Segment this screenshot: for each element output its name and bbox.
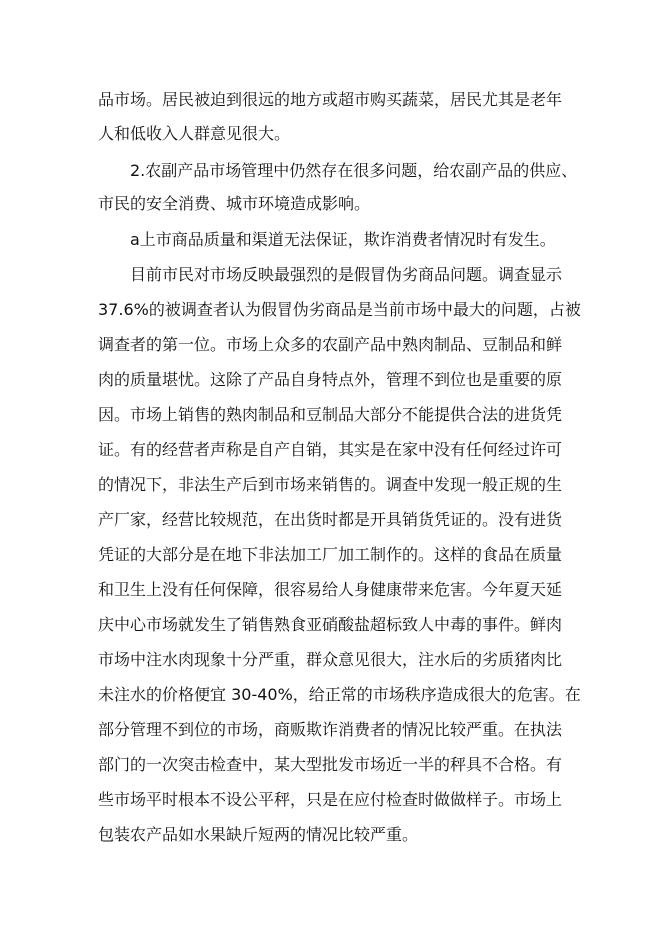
text-line: 部分管理不到位的市场，商贩欺诈消费者的情况比较严重。在执法	[98, 720, 563, 739]
text-line: 凭证的大部分是在地下非法加工厂加工制作的。这样的食品在质量	[98, 545, 563, 564]
text-line: 人和低收入人群意见很大。	[98, 124, 291, 143]
text-line: 市民的安全消费、城市环境造成影响。	[98, 194, 371, 213]
text-line: 部门的一次突击检查中，某大型批发市场近一半的秤具不合格。有	[98, 755, 563, 774]
text-line: 庆中心市场就发生了销售熟食亚硝酸盐超标致人中毒的事件。鲜肉	[98, 615, 563, 634]
text-line: 些市场平时根本不设公平秤，只是在应付检查时做做样子。市场上	[98, 790, 563, 809]
text-line: 的情况下，非法生产后到市场来销售的。调查中发现一般正规的生	[98, 475, 563, 494]
text-line: 品市场。居民被迫到很远的地方或超市购买蔬菜，居民尤其是老年	[98, 90, 563, 109]
text-line: 调查者的第一位。市场上众多的农副产品中熟肉制品、豆制品和鲜	[98, 335, 563, 354]
text-line: 和卫生上没有任何保障，很容易给人身健康带来危害。今年夏天延	[98, 580, 563, 599]
text-line: a上市商品质量和渠道无法保证，欺诈消费者情况时有发生。	[130, 230, 556, 249]
text-line: 市场中注水肉现象十分严重，群众意见很大，注水后的劣质猪肉比	[98, 650, 563, 669]
text-line: 2.农副产品市场管理中仍然存在很多问题，给农副产品的供应、	[130, 161, 578, 180]
text-line: 目前市民对市场反映最强烈的是假冒伪劣商品问题。调查显示	[130, 265, 563, 284]
text-line: 证。有的经营者声称是自产自销，其实是在家中没有任何经过许可	[98, 440, 563, 459]
text-line: 因。市场上销售的熟肉制品和豆制品大部分不能提供合法的进货凭	[98, 405, 563, 424]
text-line: 肉的质量堪忧。这除了产品自身特点外，管理不到位也是重要的原	[98, 370, 563, 389]
text-line: 37.6%的被调查者认为假冒伪劣商品是当前市场中最大的问题，占被	[98, 300, 581, 319]
text-line: 产厂家，经营比较规范，在出货时都是开具销货凭证的。没有进货	[98, 510, 563, 529]
text-line: 未注水的价格便宜 30-40%，给正常的市场秩序造成很大的危害。在	[98, 685, 581, 704]
text-line: 包装农产品如水果缺斤短两的情况比较严重。	[98, 825, 419, 844]
